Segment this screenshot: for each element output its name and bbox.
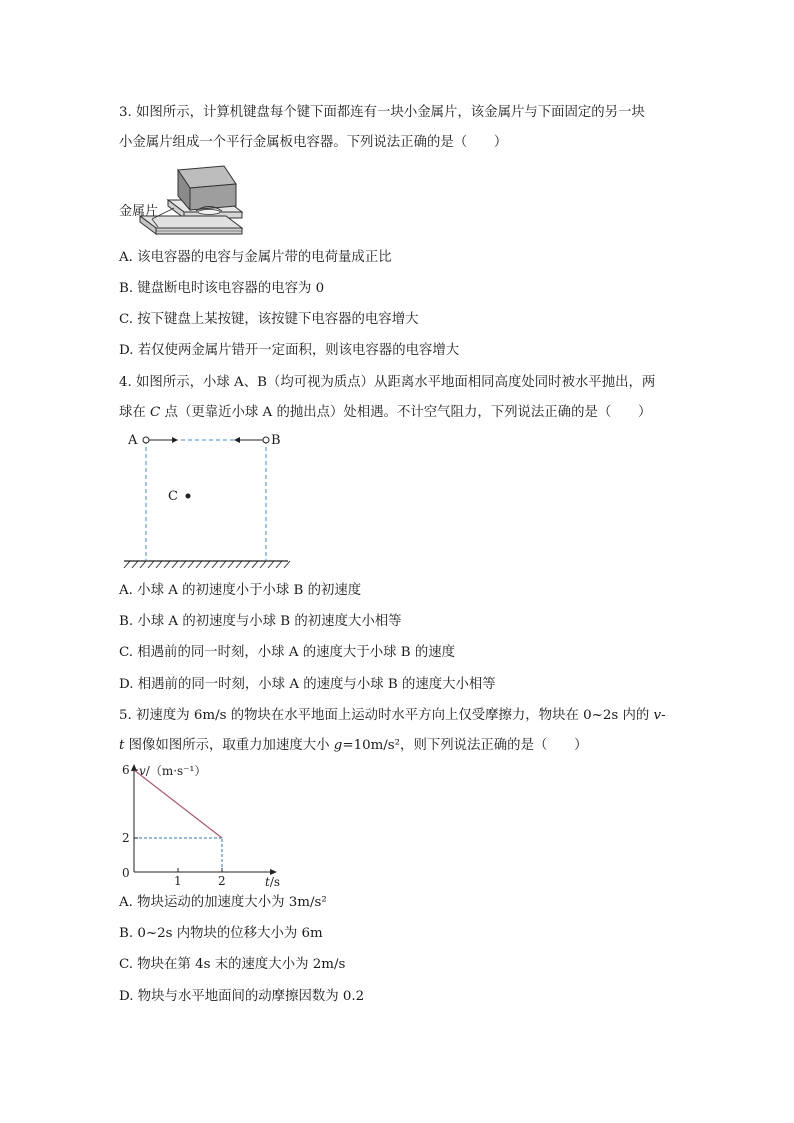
q5-option-d: D. 物块与水平地面间的动摩擦因数为 0.2 bbox=[119, 989, 365, 1004]
y-axis-title: v/（m·s⁻¹） bbox=[139, 764, 207, 778]
ball-b bbox=[263, 437, 269, 443]
ground-hatching bbox=[124, 561, 290, 568]
projectile-figure bbox=[116, 430, 296, 570]
ball-a bbox=[143, 437, 149, 443]
velocity-time-chart bbox=[112, 760, 302, 890]
q4-option-b: B. 小球 A 的初速度与小球 B 的初速度大小相等 bbox=[119, 614, 402, 629]
q5-stem-line2: t 图像如图所示，取重力加速度大小 g=10m/s²，则下列说法正确的是（ ） bbox=[119, 738, 588, 753]
x-tick-label-2: 2 bbox=[218, 874, 226, 888]
q5-option-b: B. 0~2s 内物块的位移大小为 6m bbox=[119, 926, 323, 941]
q4-option-d: D. 相遇前的同一时刻，小球 A 的速度与小球 B 的速度大小相等 bbox=[119, 677, 496, 692]
keyboard-key-figure bbox=[116, 158, 256, 242]
q5-option-a: A. 物块运动的加速度大小为 3m/s² bbox=[119, 895, 327, 910]
q3-option-a: A. 该电容器的电容与金属片带的电荷量成正比 bbox=[119, 250, 392, 265]
q4-stem-line1: 4. 如图所示，小球 A、B（均可视为质点）从距离水平地面相同高度处同时被水平抛出，两 bbox=[119, 375, 656, 390]
q3-stem-line2: 小金属片组成一个平行金属板电容器。下列说法正确的是（ ） bbox=[119, 135, 508, 150]
y-tick-label-2: 2 bbox=[122, 831, 130, 845]
origin-label: 0 bbox=[122, 866, 130, 880]
label-c: C bbox=[168, 489, 178, 504]
label-b: B bbox=[271, 433, 281, 448]
q5-stem-line1: 5. 初速度为 6m/s 的物块在水平地面上运动时水平方向上仅受摩擦力，物块在 0~2s 内的 v- bbox=[119, 708, 666, 723]
q4-option-c: C. 相遇前的同一时刻，小球 A 的速度大于小球 B 的速度 bbox=[119, 645, 456, 660]
q3-option-c: C. 按下键盘上某按键，该按键下电容器的电容增大 bbox=[119, 312, 419, 327]
series-line-0 bbox=[134, 770, 222, 838]
x-axis-title: t/s bbox=[265, 875, 281, 889]
q3-option-b: B. 键盘断电时该电容器的电容为 0 bbox=[119, 281, 325, 296]
q4-option-a: A. 小球 A 的初速度小于小球 B 的初速度 bbox=[119, 583, 362, 598]
label-a: A bbox=[128, 433, 138, 448]
x-tick-label-1: 1 bbox=[174, 874, 182, 888]
arrow-left-icon bbox=[234, 437, 240, 443]
q5-option-c: C. 物块在第 4s 末的速度大小为 2m/s bbox=[119, 957, 346, 972]
q3-stem-line1: 3. 如图所示，计算机键盘每个键下面都连有一块小金属片，该金属片与下面固定的另一块 bbox=[119, 105, 645, 120]
y-tick-label-6: 6 bbox=[122, 763, 130, 777]
point-c bbox=[186, 494, 191, 499]
q3-option-d: D. 若仅使两金属片错开一定面积，则该电容器的电容增大 bbox=[119, 343, 460, 358]
metal-plate-label: 金属片 bbox=[119, 204, 159, 219]
q4-stem-line2: 球在 C 点（更靠近小球 A 的抛出点）处相遇。不计空气阻力，下列说法正确的是（ ） bbox=[119, 405, 652, 420]
arrow-right-icon bbox=[172, 437, 178, 443]
